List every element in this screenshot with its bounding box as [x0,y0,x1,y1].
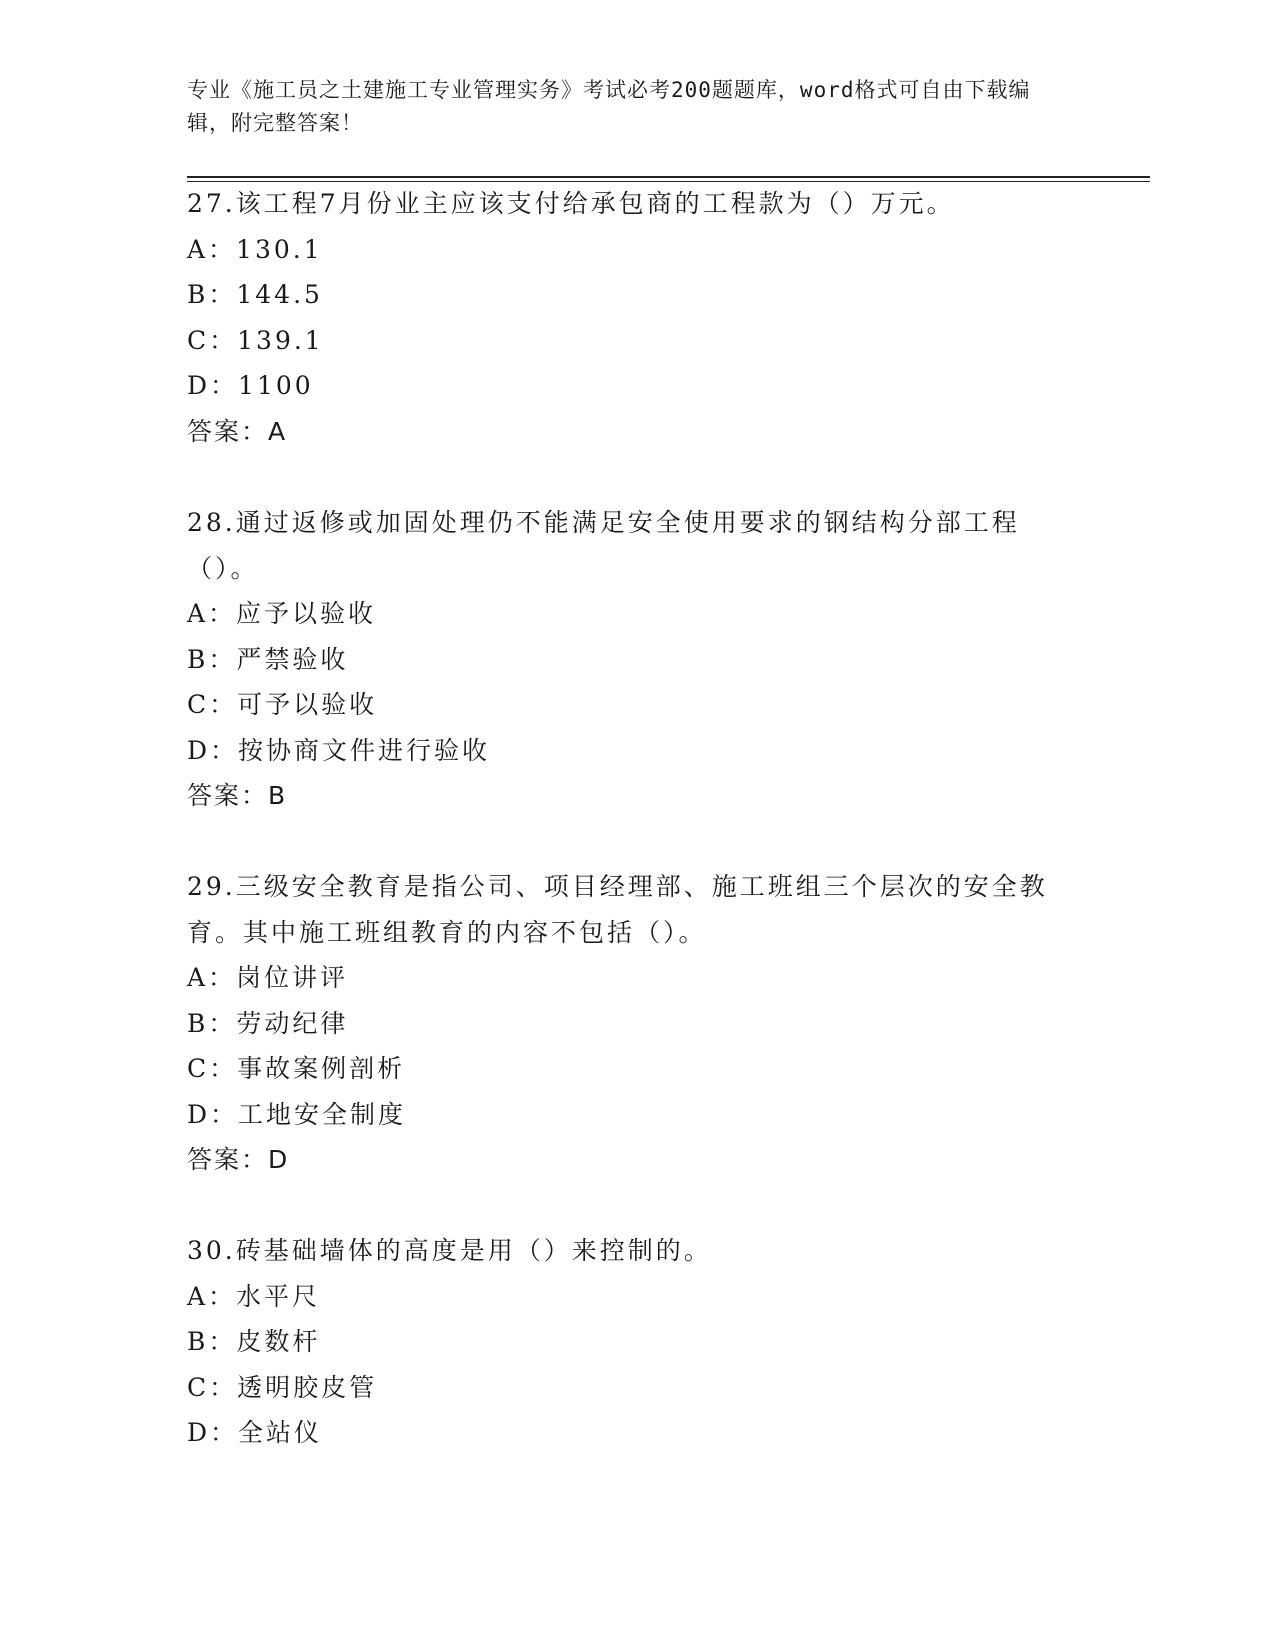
option-d: D：按协商文件进行验收 [187,735,491,765]
question-29 [187,864,1067,1183]
option-d: D：1100 [187,371,314,400]
option-b: B：严禁验收 [187,644,349,674]
option-d: D：工地安全制度 [187,1099,407,1129]
option-a: A：水平尺 [187,1281,321,1311]
option-c: C：可予以验收 [187,690,378,719]
option-c: C：事故案例剖析 [187,1054,406,1083]
question-28 [187,500,1067,819]
option-c: C：透明胶皮管 [187,1372,378,1402]
question-stem: 28.通过返修或加固处理仍不能满足安全使用要求的钢结构分部工程（）。 [187,508,1020,583]
option-a: A：岗位讲评 [187,963,349,992]
question-30 [187,1228,1067,1456]
option-c: C：139.1 [187,325,324,355]
option-d: D：全站仪 [187,1418,323,1447]
question-stem: 29.三级安全教育是指公司、项目经理部、施工班组三个层次的安全教育。其中施工班组教育的内容不包括（）。 [187,872,1048,947]
answer: 答案：B [187,781,288,810]
option-b: B：劳动纪律 [187,1008,349,1038]
answer: 答案：A [187,416,288,446]
header-divider-thick [187,176,1150,178]
answer: 答案：D [187,1145,290,1174]
option-a: A：应予以验收 [187,599,377,628]
option-a: A：130.1 [187,234,323,264]
document-header: 专业《施工员之土建施工专业管理实务》考试必考200题题库，word格式可自由下载编辑，附完整答案！ [187,78,1031,135]
question-stem: 30.砖基础墙体的高度是用（）来控制的。 [187,1236,712,1265]
question-stem: 27.该工程7月份业主应该支付给承包商的工程款为（）万元。 [187,189,955,218]
question-27 [187,181,1067,454]
option-b: B：144.5 [187,280,323,309]
option-b: B：皮数杆 [187,1327,321,1356]
